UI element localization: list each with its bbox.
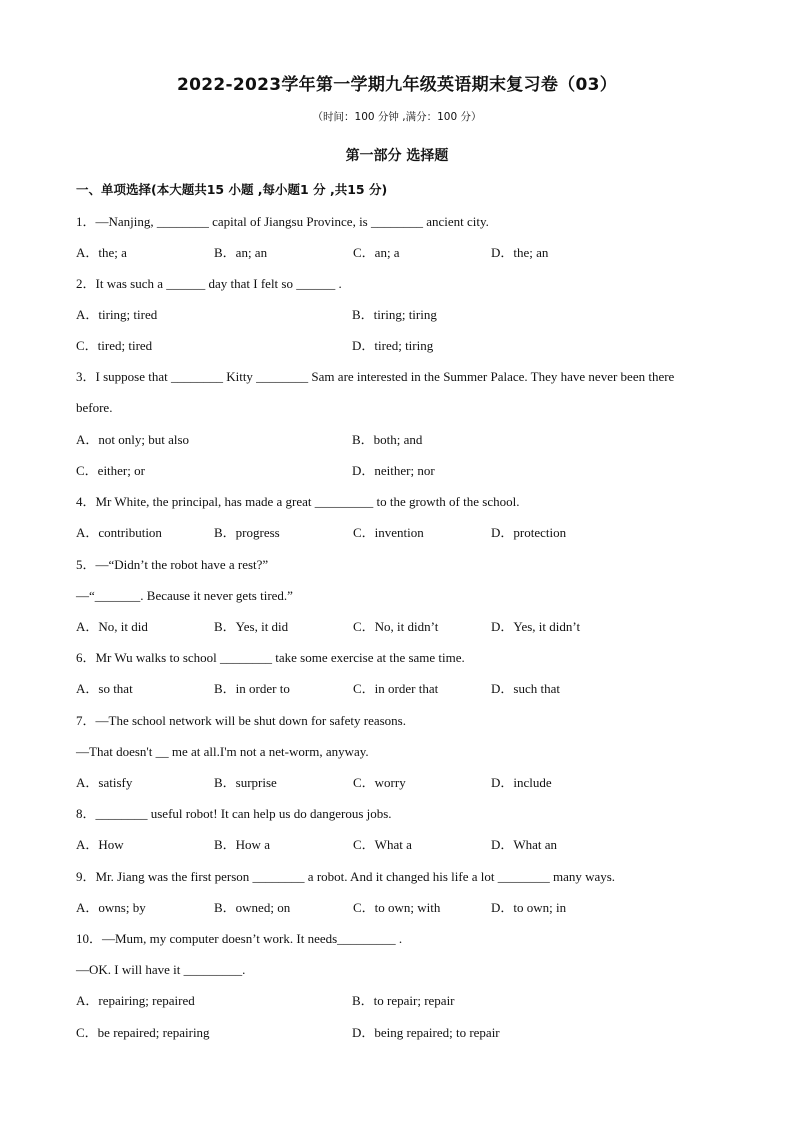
q4-option-b: B．progress <box>214 525 280 540</box>
question-7-text-cont: —That doesn't __ me at all.I'm not a net-worm, anyway. <box>76 744 369 759</box>
question-5-text: 5．—“Didn’t the robot have a rest?” <box>76 557 269 572</box>
q6-option-c: C．in order that <box>353 681 439 696</box>
q8-option-d: D．What an <box>491 837 558 852</box>
q5-option-a: A．No, it did <box>76 619 148 634</box>
q10-option-a: A．repairing; repaired <box>76 993 195 1008</box>
q6-option-b: B．in order to <box>214 681 290 696</box>
q7-option-b: B．surprise <box>214 775 277 790</box>
question-10-text-cont: —OK. I will have it _________. <box>76 962 246 977</box>
exam-title: 2022-2023学年第一学期九年级英语期末复习卷（03） <box>176 75 618 95</box>
q9-option-a: A．owns; by <box>76 900 146 915</box>
question-5-text-cont: —“_______. Because it never gets tired.” <box>76 588 293 603</box>
q2-option-b: B．tiring; tiring <box>352 307 437 322</box>
q2-option-d: D．tired; tiring <box>352 338 434 353</box>
q9-option-d: D．to own; in <box>491 900 567 915</box>
question-3-text-cont: before. <box>76 400 113 415</box>
q4-option-a: A．contribution <box>76 525 162 540</box>
exam-subtitle: （时间：100 分钟 ,满分：100 分） <box>312 111 482 123</box>
question-7-text: 7．—The school network will be shut down for safety reasons. <box>76 713 406 728</box>
question-3-text: 3．I suppose that ________ Kitty ________ Sam are interested in the Summer Palace. They have never been there <box>76 369 675 384</box>
question-2-text: 2．It was such a ______ day that I felt so ______ . <box>76 276 342 291</box>
q7-option-a: A．satisfy <box>76 775 133 790</box>
q5-option-c: C．No, it didn’t <box>353 619 439 634</box>
q7-option-d: D．include <box>491 775 552 790</box>
q2-option-c: C．tired; tired <box>76 338 153 353</box>
q7-option-c: C．worry <box>353 775 406 790</box>
section-heading: 一、单项选择(本大题共15 小题 ,每小题1 分 ,共15 分) <box>76 182 388 197</box>
q4-option-d: D．protection <box>491 525 567 540</box>
q10-option-c: C．be repaired; repairing <box>76 1025 210 1040</box>
q8-option-c: C．What a <box>353 837 412 852</box>
q5-option-b: B．Yes, it did <box>214 619 289 634</box>
q3-option-d: D．neither; nor <box>352 463 435 478</box>
q1-option-d: D．the; an <box>491 245 549 260</box>
q10-option-b: B．to repair; repair <box>352 993 455 1008</box>
q2-option-a: A．tiring; tired <box>76 307 158 322</box>
q4-option-c: C．invention <box>353 525 424 540</box>
question-8-text: 8．________ useful robot! It can help us do dangerous jobs. <box>76 806 392 821</box>
part-heading: 第一部分 选择题 <box>345 148 449 164</box>
question-9-text: 9．Mr. Jiang was the first person ________ a robot. And it changed his life a lot ________ many ways. <box>76 869 616 884</box>
question-6-text: 6．Mr Wu walks to school ________ take some exercise at the same time. <box>76 650 465 665</box>
q3-option-c: C．either; or <box>76 463 145 478</box>
q5-option-d: D．Yes, it didn’t <box>491 619 581 634</box>
q1-option-a: A．the; a <box>76 245 127 260</box>
q6-option-d: D．such that <box>491 681 560 696</box>
q1-option-c: C．an; a <box>353 245 400 260</box>
question-1-text: 1．—Nanjing, ________ capital of Jiangsu Province, is ________ ancient city. <box>76 214 489 229</box>
q1-option-b: B．an; an <box>214 245 268 260</box>
q9-option-c: C．to own; with <box>353 900 441 915</box>
q8-option-b: B．How a <box>214 837 270 852</box>
q10-option-d: D．being repaired; to repair <box>352 1025 500 1040</box>
q6-option-a: A．so that <box>76 681 133 696</box>
q9-option-b: B．owned; on <box>214 900 291 915</box>
question-4-text: 4．Mr White, the principal, has made a great _________ to the growth of the school. <box>76 494 520 509</box>
question-10-text: 10．—Mum, my computer doesn’t work. It needs_________ . <box>76 931 403 946</box>
q8-option-a: A．How <box>76 837 124 852</box>
q3-option-b: B．both; and <box>352 432 423 447</box>
q3-option-a: A．not only; but also <box>76 432 190 447</box>
